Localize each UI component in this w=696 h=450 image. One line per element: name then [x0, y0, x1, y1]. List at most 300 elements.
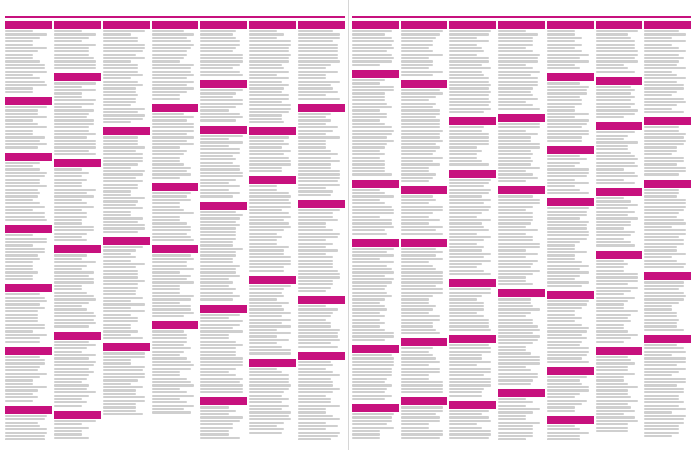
listing-line [200, 217, 240, 219]
listing-line [103, 64, 138, 66]
listing-line [200, 278, 228, 280]
listing-line [449, 130, 482, 132]
listing-line [498, 44, 533, 46]
listing-line [449, 108, 491, 110]
listing-line [5, 310, 38, 312]
listing-line [103, 177, 136, 179]
listing-line [352, 146, 385, 148]
listing-line [596, 145, 629, 147]
listing-line [103, 190, 131, 192]
listing-line [103, 379, 138, 381]
channel-block [449, 117, 496, 165]
listing-line [352, 354, 392, 356]
listing-line [449, 47, 482, 49]
listing-line [5, 428, 47, 430]
channel-schedule [644, 189, 691, 269]
listing-line [54, 347, 87, 349]
channel-block [547, 146, 594, 194]
listing-line [644, 84, 684, 86]
listing-line [200, 179, 235, 181]
listing-line [152, 91, 187, 93]
listing-line [644, 47, 679, 49]
listing-line [103, 317, 138, 319]
listing-line [449, 354, 482, 356]
right-page-header [352, 0, 691, 18]
listing-line [352, 113, 387, 115]
channel-schedule [596, 30, 643, 73]
listing-line [54, 123, 94, 125]
channel-block [401, 21, 448, 76]
listing-line [249, 298, 277, 300]
listing-line [103, 87, 136, 89]
listing-line [401, 308, 434, 310]
listing-line [103, 260, 131, 262]
listing-line [152, 47, 192, 49]
listing-line [644, 219, 684, 221]
channel-schedule [298, 361, 345, 440]
listing-line [352, 254, 394, 256]
listing-line [352, 258, 380, 260]
listing-line [498, 379, 533, 381]
listing-line [200, 406, 228, 408]
channel-block [5, 225, 52, 280]
listing-line [449, 229, 489, 231]
listing-line [596, 310, 638, 312]
listing-line [249, 170, 282, 172]
listing-line [644, 374, 672, 376]
listing-line [596, 217, 638, 219]
listing-line [152, 281, 194, 283]
listing-line [644, 295, 686, 297]
listing-line [5, 202, 40, 204]
listing-line [449, 273, 491, 275]
listing-line [498, 153, 533, 155]
listing-line [498, 428, 533, 430]
listing-line [498, 349, 526, 351]
listing-line [401, 209, 443, 211]
listing-line [54, 398, 82, 400]
channel-block [200, 21, 247, 76]
listing-line [352, 160, 385, 162]
listing-line [352, 371, 392, 373]
listing-line [249, 325, 291, 327]
listing-line [152, 146, 180, 148]
listing-line [249, 319, 291, 321]
listing-line [498, 373, 538, 375]
listing-line [298, 64, 331, 66]
listing-line [5, 293, 40, 295]
listing-line [401, 361, 441, 363]
channel-header [596, 122, 643, 130]
listing-line [103, 327, 131, 329]
listing-line [298, 384, 333, 386]
listing-column [401, 21, 448, 440]
listing-line [200, 437, 240, 439]
listing-line [54, 308, 87, 310]
channel-block [547, 367, 594, 412]
listing-line [200, 175, 242, 177]
listing-line [449, 243, 477, 245]
listing-line [249, 209, 282, 211]
listing-line [401, 261, 429, 263]
channel-schedule [200, 30, 247, 76]
channel-block [401, 186, 448, 234]
listing-line [152, 126, 194, 128]
listing-line [5, 37, 40, 39]
listing-line [200, 292, 233, 294]
listing-line [103, 297, 143, 299]
listing-line [352, 285, 387, 287]
listing-line [249, 398, 289, 400]
listing-line [352, 136, 387, 138]
listing-line [644, 422, 684, 424]
listing-line [200, 281, 233, 283]
listing-line [152, 305, 192, 307]
channel-header [352, 70, 399, 78]
listing-line [498, 202, 540, 204]
listing-line [352, 60, 392, 62]
listing-line [249, 118, 282, 120]
listing-line [249, 349, 291, 351]
listing-line [596, 165, 638, 167]
listing-line [5, 126, 47, 128]
listing-line [644, 347, 684, 349]
listing-line [249, 368, 277, 370]
channel-schedule [152, 254, 199, 317]
listing-line [54, 361, 96, 363]
listing-line [249, 160, 291, 162]
listing-line [103, 280, 145, 282]
listing-line [152, 275, 192, 277]
listing-line [200, 135, 242, 137]
listing-line [152, 341, 187, 343]
listing-line [498, 435, 533, 437]
listing-line [547, 268, 580, 270]
listing-line [200, 64, 240, 66]
listing-line [547, 106, 575, 108]
listing-line [352, 298, 385, 300]
listing-line [547, 82, 580, 84]
listing-line [249, 212, 289, 214]
listing-line [54, 216, 87, 218]
channel-header [54, 245, 101, 253]
listing-line [54, 261, 96, 263]
listing-line [249, 185, 277, 187]
listing-line [298, 408, 326, 410]
listing-line [644, 216, 677, 218]
listing-line [200, 30, 235, 32]
listing-line [298, 398, 331, 400]
listing-line [103, 74, 143, 76]
listing-line [5, 258, 40, 260]
listing-line [644, 381, 686, 383]
listing-line [249, 33, 284, 35]
listing-line [644, 288, 679, 290]
listing-line [547, 33, 575, 35]
listing-line [298, 325, 331, 327]
listing-line [352, 251, 387, 253]
listing-line [401, 119, 441, 121]
listing-line [596, 96, 636, 98]
listing-line [103, 324, 131, 326]
listing-line [352, 364, 394, 366]
listing-line [5, 91, 33, 93]
listing-line [352, 216, 380, 218]
listing-line [644, 33, 686, 35]
listing-line [644, 160, 684, 162]
listing-line [103, 118, 143, 120]
channel-header [644, 21, 691, 29]
listing-line [298, 119, 331, 121]
listing-line [103, 249, 136, 251]
listing-line [249, 285, 291, 287]
listing-line [54, 378, 87, 380]
listing-line [200, 334, 228, 336]
listing-line [54, 433, 82, 435]
channel-block [298, 104, 345, 196]
listing-line [249, 270, 284, 272]
listing-line [596, 141, 638, 143]
listing-line [352, 143, 387, 145]
listing-line [249, 206, 291, 208]
listing-line [449, 33, 489, 35]
listing-line [449, 395, 482, 397]
listing-line [547, 217, 580, 219]
listing-line [449, 233, 477, 235]
listing-line [498, 335, 540, 337]
listing-line [401, 329, 436, 331]
channel-block [200, 397, 247, 440]
channel-schedule [5, 30, 52, 93]
listing-line [596, 89, 636, 91]
listing-line [596, 200, 631, 202]
listing-line [200, 416, 242, 418]
listing-line [249, 150, 291, 152]
channel-block [449, 279, 496, 331]
channel-schedule [449, 179, 496, 276]
listing-column [298, 21, 345, 440]
listing-line [249, 388, 289, 390]
listing-line [352, 170, 385, 172]
listing-line [401, 281, 443, 283]
listing-line [644, 57, 684, 59]
listing-line [401, 180, 429, 182]
listing-line [596, 393, 629, 395]
listing-line [401, 315, 441, 317]
listing-line [298, 184, 340, 186]
listing-line [298, 47, 338, 49]
channel-block [498, 114, 545, 183]
listing-line [5, 396, 38, 398]
channel-header [5, 97, 52, 105]
listing-line [152, 381, 192, 383]
listing-line [298, 256, 333, 258]
listing-line [298, 157, 331, 159]
listing-line [5, 77, 40, 79]
listing-line [200, 168, 240, 170]
listing-line [498, 163, 531, 165]
listing-line [449, 40, 489, 42]
listing-line [352, 357, 394, 359]
listing-line [352, 433, 380, 435]
listing-line [596, 413, 624, 415]
listing-line [352, 202, 385, 204]
listing-line [449, 416, 489, 418]
listing-line [596, 57, 636, 59]
channel-header [298, 296, 345, 304]
listing-line [498, 366, 526, 368]
listing-line [352, 47, 394, 49]
listing-line [152, 33, 194, 35]
listing-line [103, 44, 145, 46]
listing-line [200, 152, 240, 154]
listing-line [5, 432, 47, 434]
listing-line [596, 287, 638, 289]
listing-line [152, 222, 187, 224]
listing-line [200, 224, 240, 226]
listing-line [449, 219, 491, 221]
listing-line [200, 165, 240, 167]
listing-line [103, 386, 143, 388]
listing-line [249, 335, 277, 337]
listing-column [596, 21, 643, 440]
listing-line [596, 324, 624, 326]
listing-line [449, 222, 482, 224]
listing-line [498, 359, 540, 361]
listing-line [596, 241, 631, 243]
listing-line [596, 260, 624, 262]
listing-line [547, 89, 587, 91]
listing-line [401, 268, 436, 270]
listing-line [5, 356, 40, 358]
listing-line [498, 50, 533, 52]
listing-line [401, 420, 441, 422]
listing-line [298, 273, 340, 275]
channel-header [152, 183, 199, 191]
listing-line [352, 381, 385, 383]
listing-line [54, 60, 96, 62]
listing-line [498, 229, 538, 231]
listing-line [644, 344, 677, 346]
listing-line [644, 405, 679, 407]
listing-line [352, 332, 394, 334]
listing-line [596, 396, 631, 398]
channel-schedule [644, 344, 691, 437]
listing-line [103, 366, 145, 368]
listing-line [249, 74, 277, 76]
listing-line [200, 354, 235, 356]
listing-line [298, 246, 326, 248]
listing-line [401, 319, 441, 321]
listing-line [547, 435, 580, 437]
channel-schedule [644, 30, 691, 113]
listing-line [498, 157, 531, 159]
listing-line [54, 322, 96, 324]
listing-line [298, 364, 333, 366]
listing-line [449, 126, 484, 128]
listing-line [54, 254, 87, 256]
listing-line [200, 40, 240, 42]
listing-line [5, 84, 47, 86]
listing-line [152, 167, 192, 169]
listing-line [596, 33, 629, 35]
listing-line [498, 408, 540, 410]
listing-line [596, 182, 636, 184]
channel-header [54, 332, 101, 340]
channel-schedule [54, 254, 101, 327]
listing-line [547, 303, 587, 305]
listing-line [596, 231, 636, 233]
channel-header [401, 239, 448, 247]
listing-line [596, 427, 629, 429]
listing-column [200, 21, 247, 440]
listing-line [54, 275, 89, 277]
listing-line [449, 298, 477, 300]
listing-line [547, 361, 589, 363]
listing-line [200, 285, 228, 287]
listing-line [298, 194, 331, 196]
channel-header [200, 202, 247, 210]
channel-header [449, 401, 496, 409]
channel-header [103, 21, 150, 29]
channel-block [249, 21, 296, 123]
listing-line [249, 57, 289, 59]
listing-line [54, 302, 89, 304]
channel-header [547, 73, 594, 81]
listing-line [498, 236, 533, 238]
listing-line [103, 410, 136, 412]
listing-line [352, 416, 392, 418]
listing-line [644, 67, 686, 69]
listing-line [54, 430, 82, 432]
listing-line [152, 64, 194, 66]
listing-line [54, 233, 87, 235]
listing-line [547, 341, 582, 343]
listing-line [547, 265, 589, 267]
listing-line [5, 425, 40, 427]
listing-line [152, 116, 194, 118]
listing-line [596, 406, 631, 408]
listing-line [249, 222, 289, 224]
listing-line [103, 153, 143, 155]
left-page-header [5, 0, 345, 18]
channel-schedule [5, 293, 52, 342]
listing-line [5, 71, 47, 73]
listing-line [401, 413, 436, 415]
listing-line [200, 320, 242, 322]
listing-line [596, 99, 631, 101]
listing-line [644, 368, 686, 370]
listing-line [644, 260, 677, 262]
listing-line [498, 195, 533, 197]
listing-line [401, 50, 434, 52]
channel-header [644, 272, 691, 280]
listing-line [5, 248, 45, 250]
listing-line [644, 312, 677, 314]
channel-schedule [498, 30, 545, 110]
listing-line [644, 37, 672, 39]
channel-schedule [298, 209, 345, 292]
listing-line [596, 273, 638, 275]
listing-line [449, 364, 477, 366]
channel-header [596, 21, 643, 29]
channel-schedule [298, 305, 345, 348]
listing-line [54, 82, 96, 84]
listing-line [352, 295, 392, 297]
channel-schedule [249, 30, 296, 123]
listing-line [449, 315, 484, 317]
listing-line [5, 376, 40, 378]
